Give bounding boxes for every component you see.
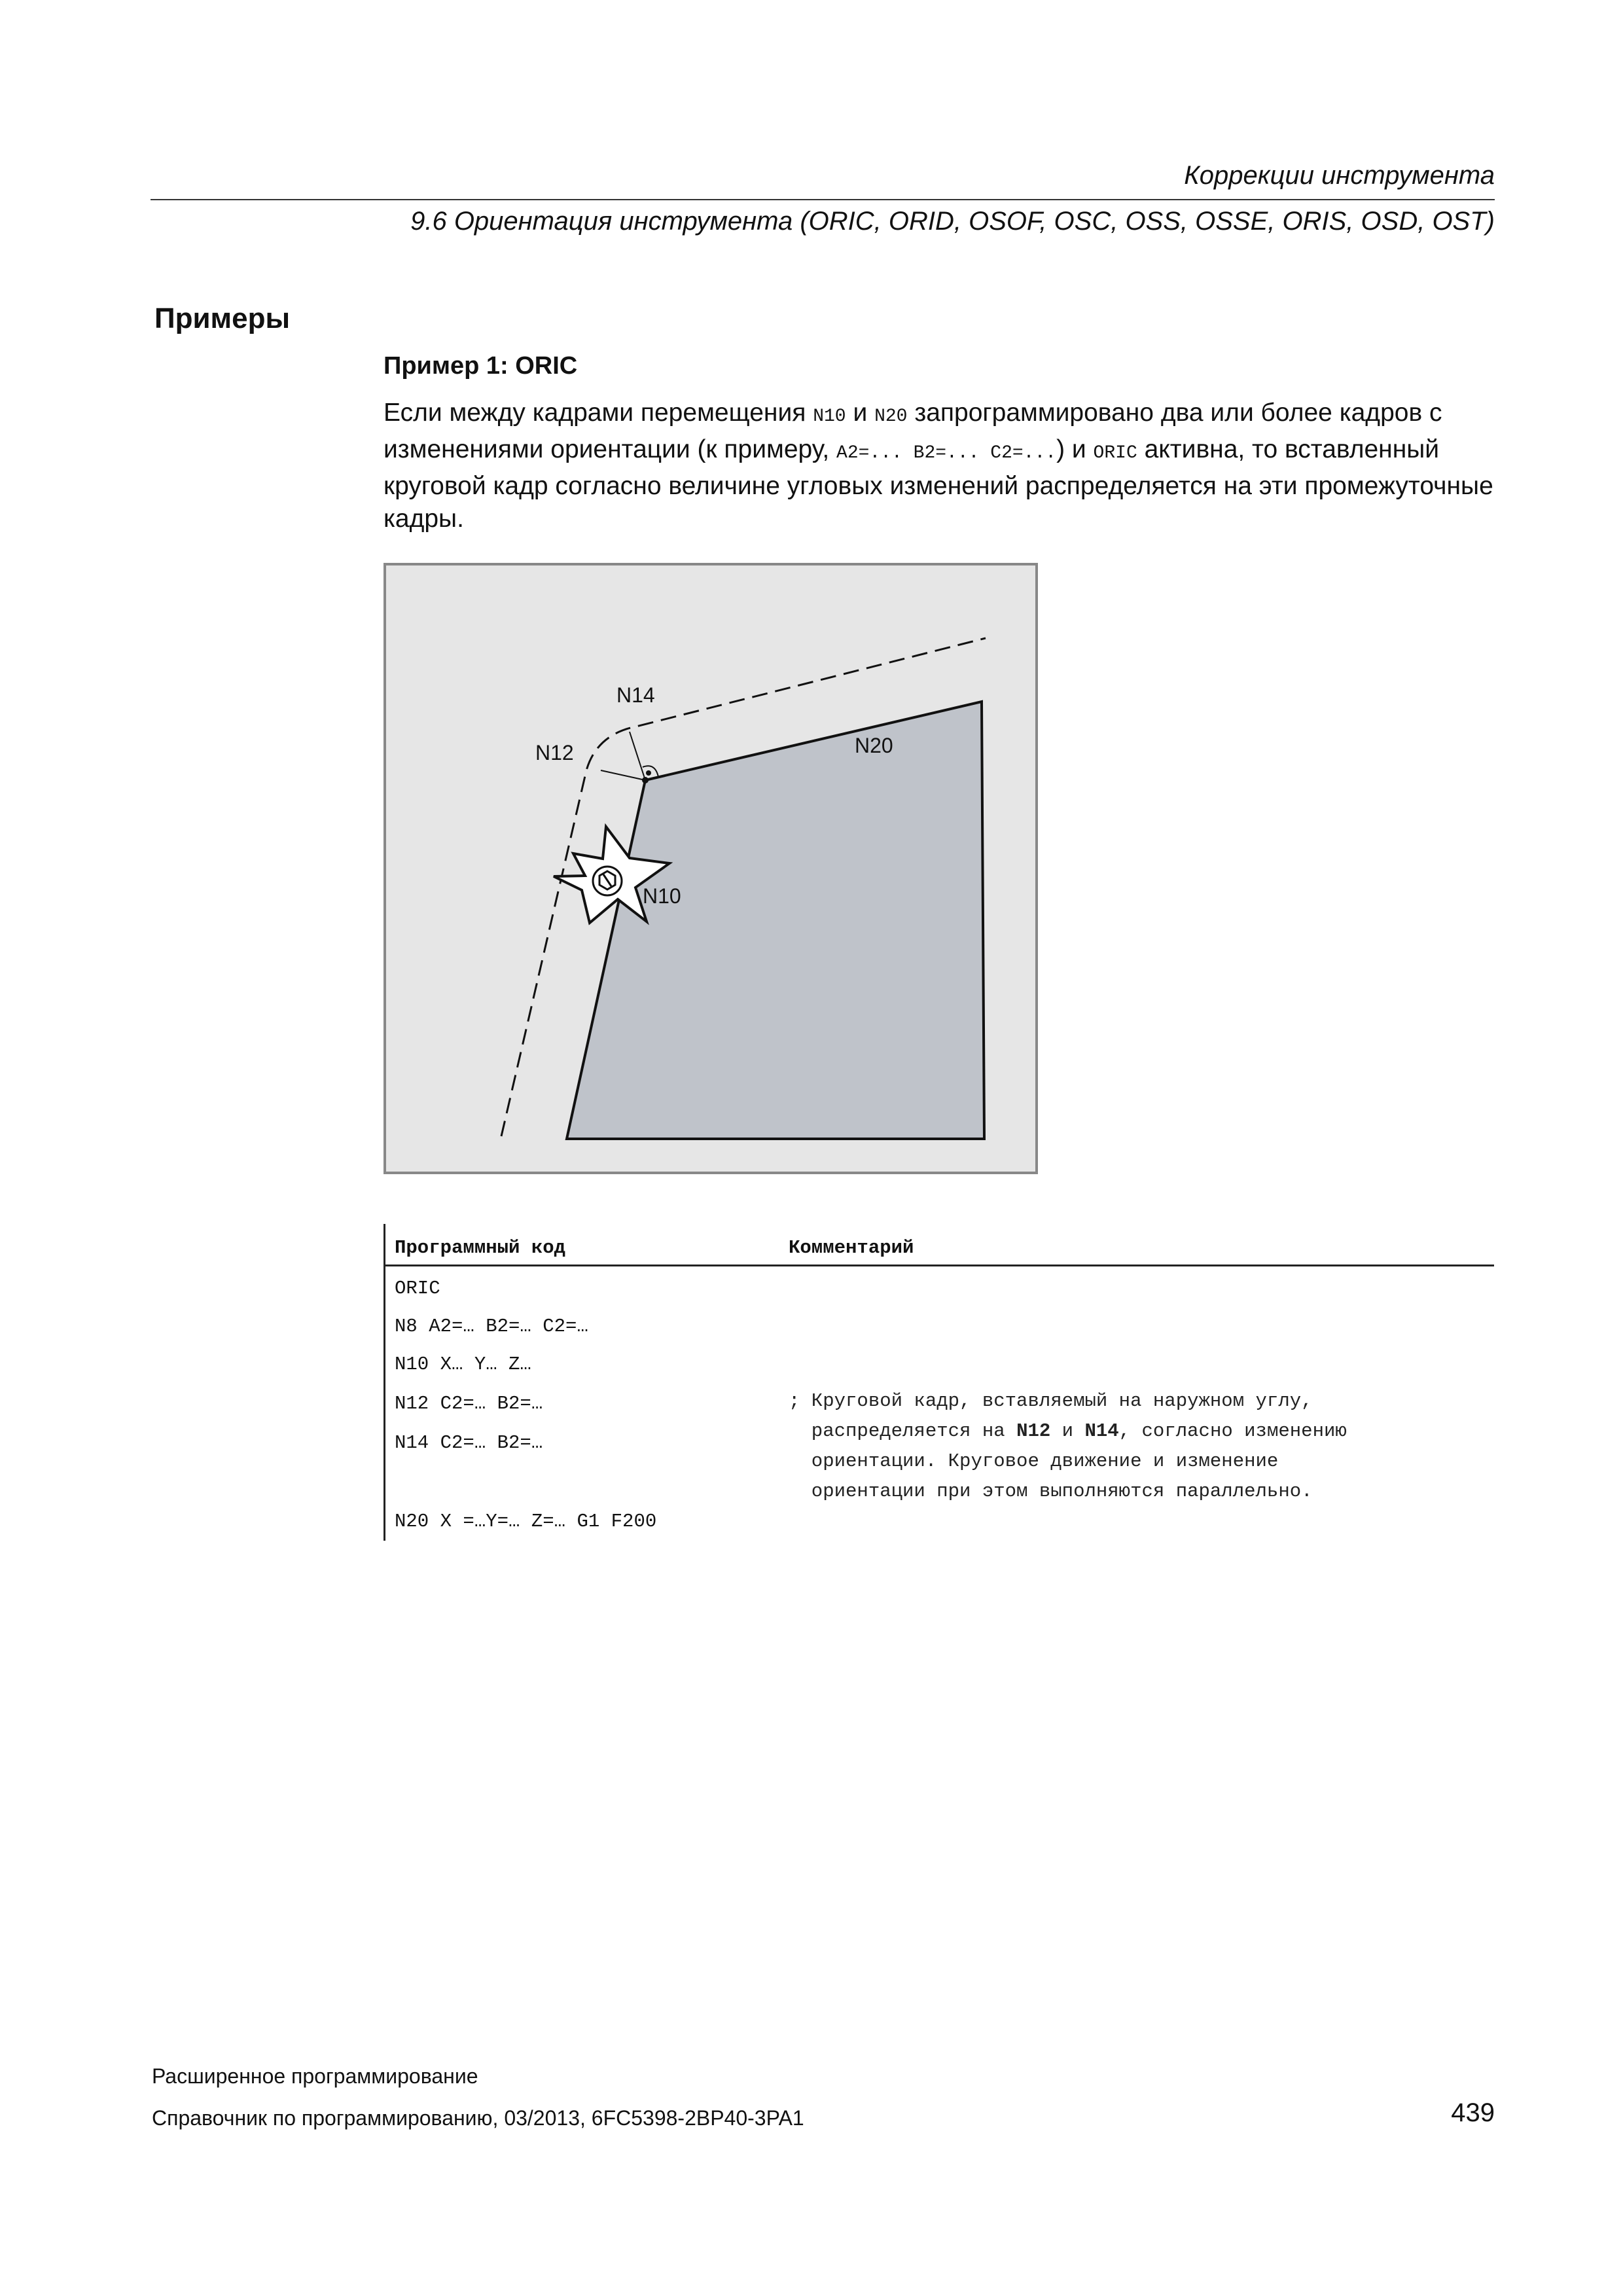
code-inline-oric: ORIC <box>1093 443 1137 463</box>
intro-paragraph <box>383 397 1509 535</box>
code-comment <box>789 1386 1489 1507</box>
label-n20: N20 <box>855 734 893 757</box>
code-line: N12 C2=… B2=… <box>395 1393 543 1414</box>
label-n14: N14 <box>616 683 655 707</box>
code-inline-n10: N10 <box>813 406 846 427</box>
program-code-table <box>383 1224 1494 1541</box>
running-header-section: 9.6 Ориентация инструмента (ORIC, ORID, OSOF, OSC, OSS, OSSE, ORIS, OSD, OST) <box>410 207 1495 236</box>
right-angle-dot <box>646 770 651 776</box>
table-header-code: Программный код <box>395 1237 566 1259</box>
section-heading-examples: Примеры <box>154 302 291 334</box>
figure-canvas <box>383 563 1038 1174</box>
tool-orientation-figure <box>383 563 1038 1174</box>
comment-text: и <box>1050 1420 1085 1442</box>
para-text: ) и <box>1056 435 1094 463</box>
page-number: 439 <box>1451 2098 1495 2127</box>
para-text: активна, то вставленный круговой кадр согласно величине угловых изменений распределяется на эти промежуточные кадры. <box>383 435 1493 533</box>
comment-text: , согласно изменению ориентации. Круговое движение и изменение ориентации при этом выполняются параллельно. <box>811 1420 1347 1502</box>
label-n10: N10 <box>643 884 681 908</box>
label-n12: N12 <box>535 741 574 764</box>
comment-text: ; Круговой кадр, вставляемый на наружном углу, распределяется на <box>789 1390 1313 1442</box>
code-inline-n20: N20 <box>874 406 908 427</box>
comment-n12: N12 <box>1016 1420 1051 1442</box>
code-line: ORIC <box>395 1278 440 1299</box>
header-rule <box>151 199 1495 200</box>
code-line: N8 A2=… B2=… C2=… <box>395 1316 588 1337</box>
running-header-chapter: Коррекции инструмента <box>1184 161 1495 190</box>
footer-book-info: Справочник по программированию, 03/2013, 6FC5398-2BP40-3PA1 <box>152 2106 804 2130</box>
comment-n14: N14 <box>1084 1420 1119 1442</box>
para-text: Если между кадрами перемещения <box>383 399 813 427</box>
corner-point <box>642 777 649 783</box>
code-line: N14 C2=… B2=… <box>395 1432 543 1454</box>
code-line: N10 X… Y… Z… <box>395 1354 531 1375</box>
example-heading: Пример 1: ORIC <box>383 352 578 380</box>
table-header-rule <box>385 1265 1494 1266</box>
code-inline-orientation: A2=... B2=... C2=... <box>836 443 1057 463</box>
para-text: запрограммировано два или более кадров с изменениями ориентации (к примеру, <box>383 399 1442 463</box>
footer-book-title: Расширенное программирование <box>152 2064 478 2088</box>
table-header-comment: Комментарий <box>789 1237 914 1259</box>
para-text: и <box>846 399 875 427</box>
code-line: N20 X =…Y=… Z=… G1 F200 <box>395 1511 657 1532</box>
